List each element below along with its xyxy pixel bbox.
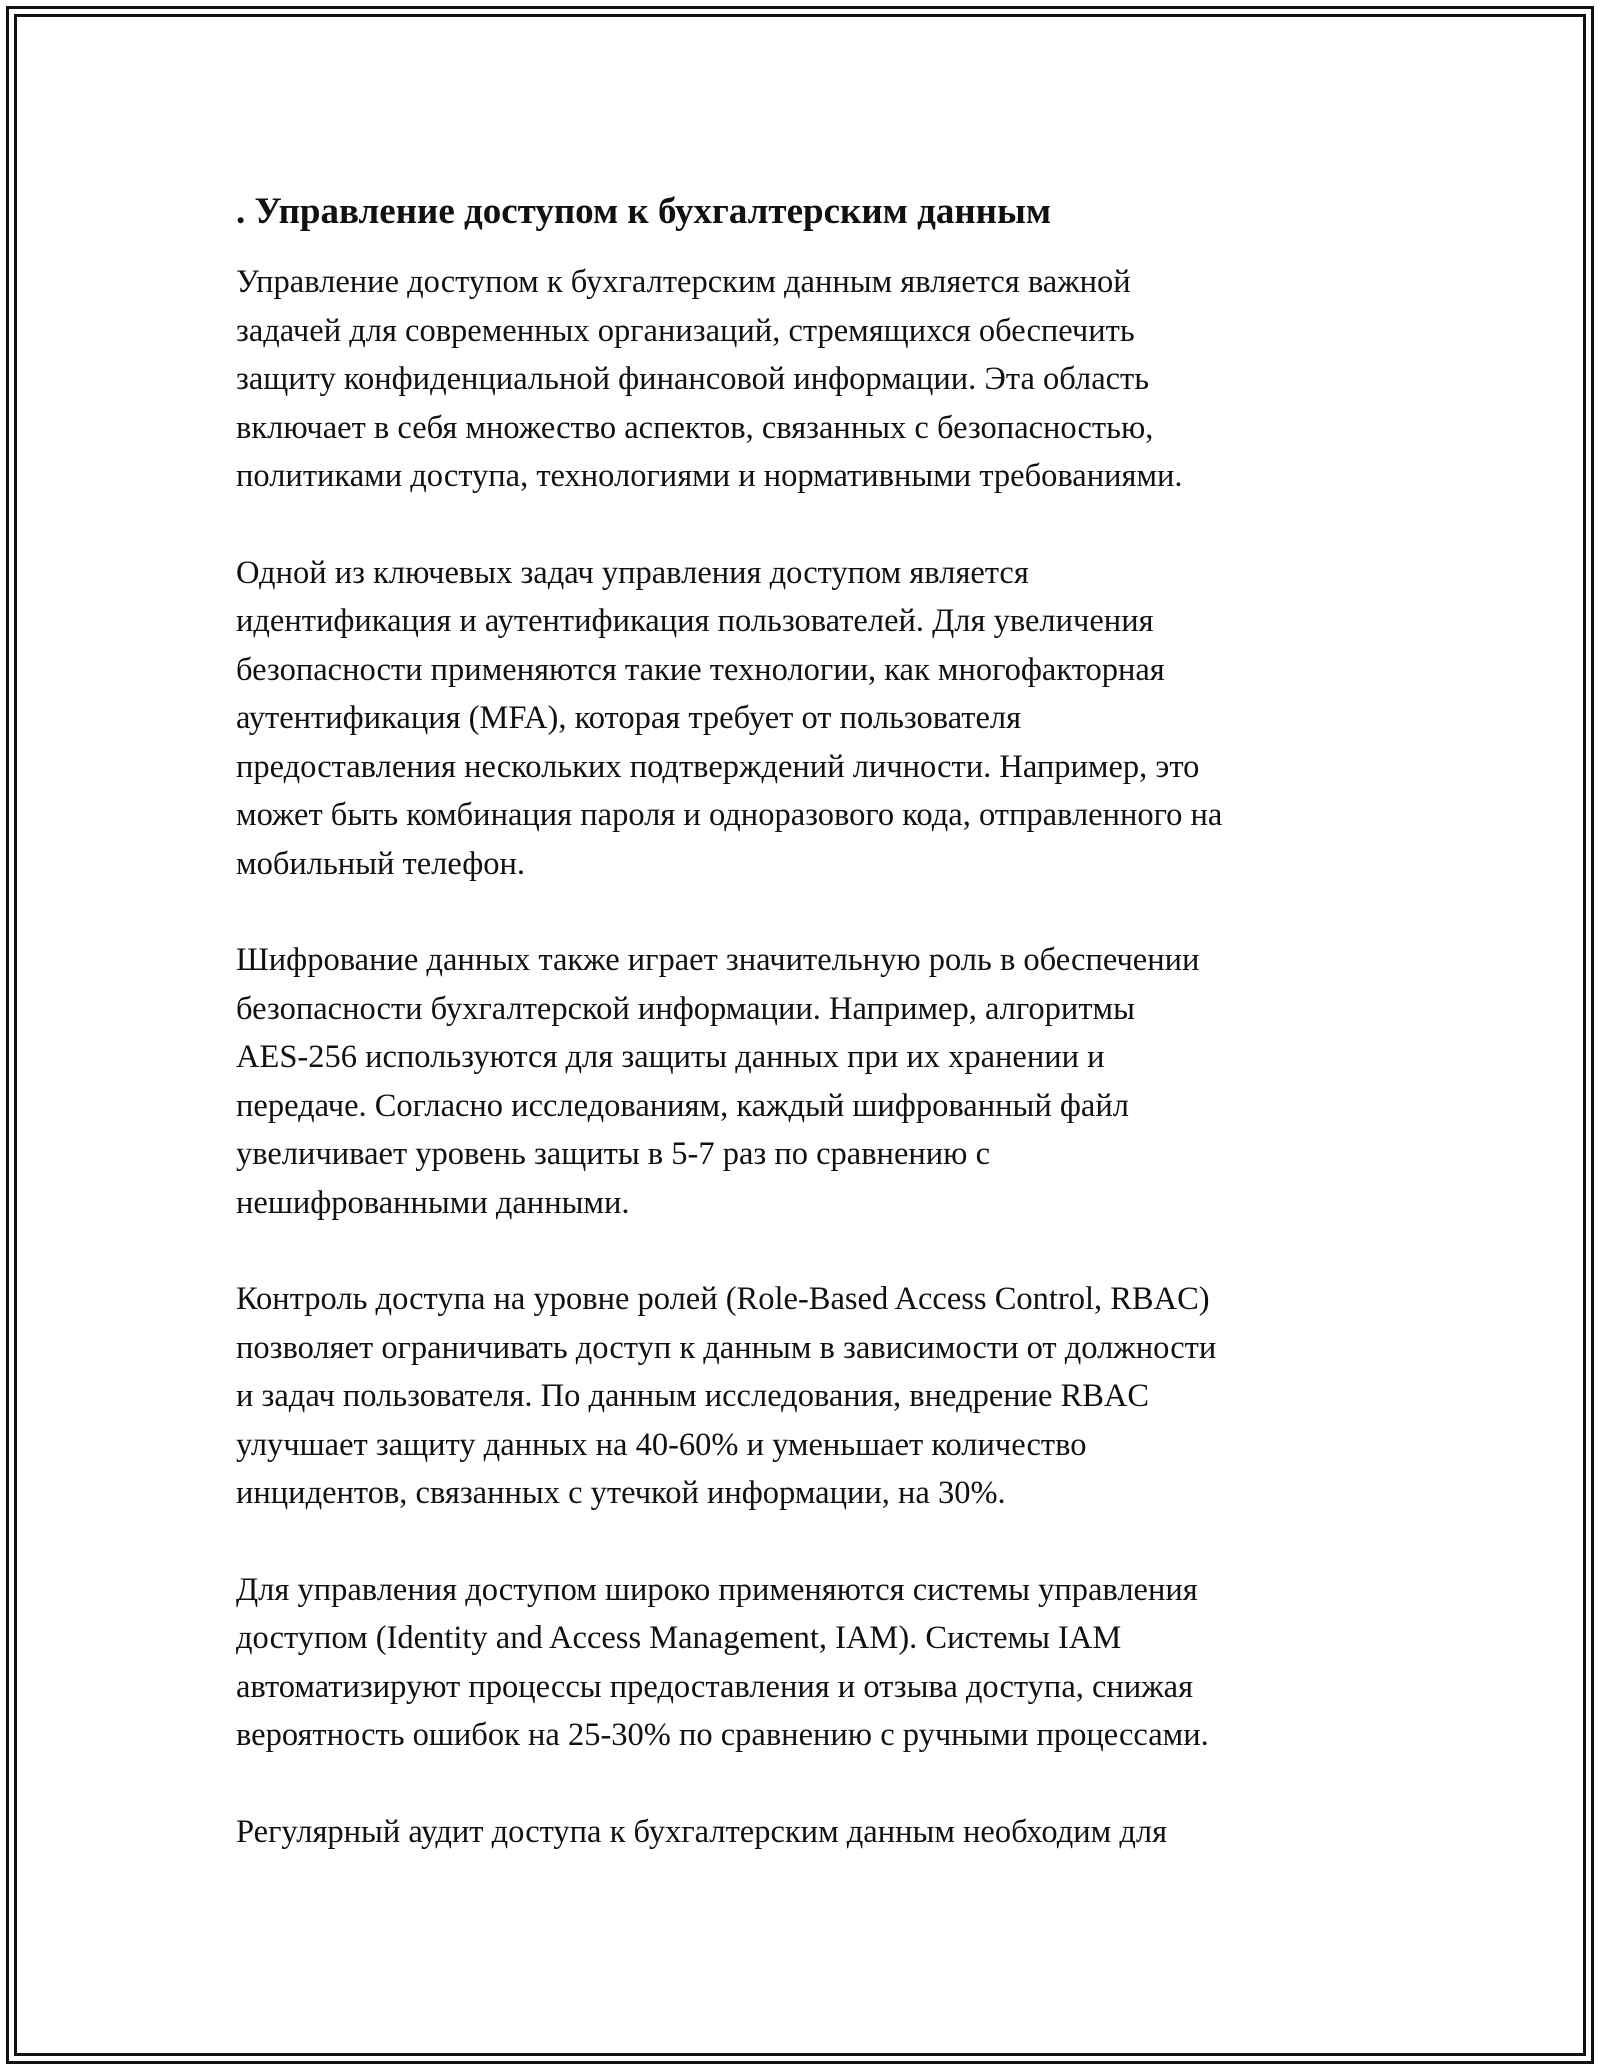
text-line: безопасности применяются такие технологии, как многофакторная [236, 651, 1165, 688]
text-line: Одной из ключевых задач управления доступом является [236, 554, 1029, 591]
text-line: Контроль доступа на уровне ролей (Role-Based Access Control, RBAC) [236, 1281, 1210, 1317]
text-line: Для управления доступом широко применяются системы управления [236, 1571, 1198, 1608]
text-line: политиками доступа, технологиями и нормативными требованиями. [236, 458, 1183, 494]
text-line: предоставления нескольких подтверждений личности. Например, это [236, 748, 1200, 785]
text-line: AES-256 используются для защиты данных при их хранении и [236, 1039, 1105, 1075]
section-heading: . Управление доступом к бухгалтерским данным [236, 191, 1052, 232]
text-line: идентификация и аутентификация пользователей. Для увеличения [236, 603, 1154, 639]
paragraph-intro [236, 258, 1372, 501]
text-line: автоматизируют процессы предоставления и отзыва доступа, снижая [236, 1668, 1194, 1705]
text-line: аутентификация (MFA), которая требует от пользователя [236, 700, 1022, 736]
text-line: инцидентов, связанных с утечкой информации, на 30%. [236, 1475, 1006, 1511]
text-line: и задач пользователя. По данным исследования, внедрение RBAC [236, 1378, 1150, 1414]
paragraph-audit [236, 1808, 1372, 1857]
text-line: позволяет ограничивать доступ к данным в зависимости от должности [236, 1329, 1217, 1366]
text-line: передаче. Согласно исследованиям, каждый шифрованный файл [236, 1087, 1129, 1124]
text-line: Шифрование данных также играет значительную роль в обеспечении [236, 942, 1200, 978]
text-line: включает в себя множество аспектов, связанных с безопасностью, [236, 409, 1154, 446]
text-line: вероятность ошибок на 25-30% по сравнению с ручными процессами. [236, 1717, 1209, 1753]
text-line: защиту конфиденциальной финансовой информации. Эта область [236, 361, 1150, 397]
document-body [236, 188, 1372, 1904]
text-line: безопасности бухгалтерской информации. Например, алгоритмы [236, 990, 1135, 1027]
text-line: может быть комбинация пароля и одноразового кода, отправленного на [236, 797, 1223, 833]
text-line: увеличивает уровень защиты в 5-7 раз по сравнению с [236, 1136, 990, 1172]
paragraph-encryption [236, 936, 1372, 1227]
text-line: мобильный телефон. [236, 845, 526, 882]
paragraph-rbac [236, 1275, 1372, 1518]
paragraph-authentication [236, 549, 1372, 889]
text-line: Регулярный аудит доступа к бухгалтерским данным необходим для [236, 1813, 1168, 1850]
text-line: доступом (Identity and Access Management, IAM). Системы IAM [236, 1620, 1122, 1656]
text-line: нешифрованными данными. [236, 1184, 630, 1221]
paragraph-iam [236, 1566, 1372, 1760]
text-line: задачей для современных организаций, стремящихся обеспечить [236, 312, 1135, 349]
text-line: улучшает защиту данных на 40-60% и уменьшает количество [236, 1426, 1087, 1463]
text-line: Управление доступом к бухгалтерским данным является важной [236, 264, 1131, 300]
